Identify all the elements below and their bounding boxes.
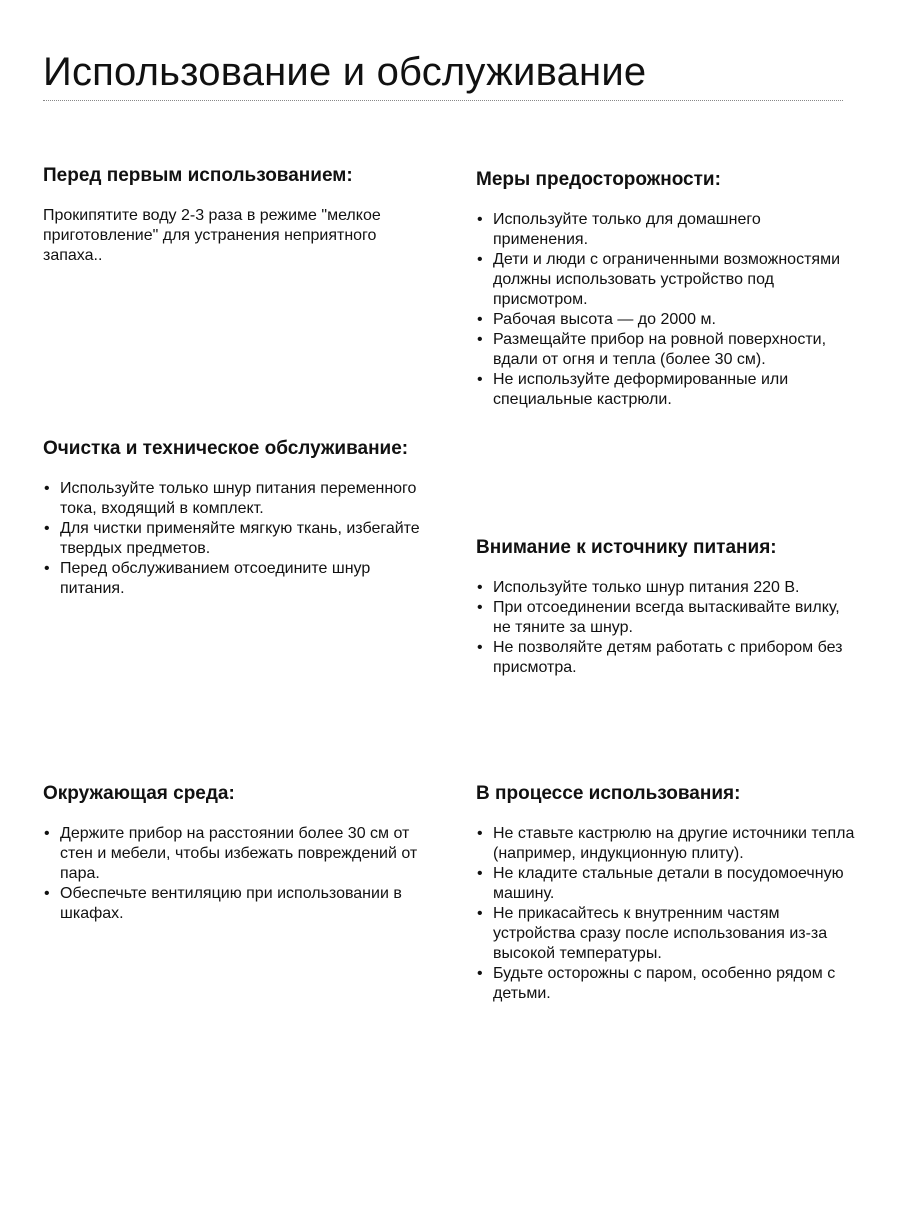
section-environment [43, 782, 423, 924]
bullet-list [43, 824, 423, 924]
list-item: • Не ставьте кастрюлю на другие источники тепла (например, индукционную плиту). [476, 824, 856, 864]
section-before-first-use [43, 164, 413, 266]
list-item: • Обеспечьте вентиляцию при использовании в шкафах. [43, 884, 423, 924]
section-cleaning [43, 437, 423, 599]
section-heading: Окружающая среда: [43, 783, 235, 804]
page-title: Использование и обслуживание [43, 50, 647, 94]
list-item: • Размещайте прибор на ровной поверхности, вдали от огня и тепла (более 30 см). [476, 330, 856, 370]
section-heading: В процессе использования: [476, 783, 741, 804]
title-divider [43, 100, 843, 101]
section-heading: Внимание к источнику питания: [476, 537, 777, 558]
list-item: • Для чистки применяйте мягкую ткань, избегайте твердых предметов. [43, 519, 423, 559]
section-power [476, 536, 856, 678]
list-item: • Держите прибор на расстоянии более 30 см от стен и мебели, чтобы избежать повреждений от пара. [43, 824, 423, 884]
list-item: • Не используйте деформированные или специальные кастрюли. [476, 370, 856, 410]
list-item: • Будьте осторожны с паром, особенно рядом с детьми. [476, 964, 856, 1004]
bullet-list [476, 578, 856, 678]
list-item: • Используйте только шнур питания 220 В. [476, 578, 856, 598]
list-item: • Не прикасайтесь к внутренним частям устройства сразу после использования из-за высокой температуры. [476, 904, 856, 964]
list-item: • Не позволяйте детям работать с прибором без присмотра. [476, 638, 856, 678]
section-heading: Очистка и техническое обслуживание: [43, 438, 409, 459]
bullet-list [43, 479, 423, 599]
section-heading: Перед первым использованием: [43, 165, 353, 186]
list-item: • Перед обслуживанием отсоедините шнур питания. [43, 559, 423, 599]
list-item: • Используйте только шнур питания переменного тока, входящий в комплект. [43, 479, 423, 519]
section-during-use [476, 782, 856, 1004]
section-precautions [476, 168, 856, 410]
list-item: • Не кладите стальные детали в посудомоечную машину. [476, 864, 856, 904]
section-heading: Меры предосторожности: [476, 169, 721, 190]
list-item: • Дети и люди с ограниченными возможностями должны использовать устройство под присмотром. [476, 250, 856, 310]
bullet-list [476, 824, 856, 1004]
section-text: Прокипятите воду 2-3 раза в режиме "мелкое приготовление" для устранения неприятного запаха.. [43, 207, 381, 264]
list-item: • Рабочая высота — до 2000 м. [476, 310, 856, 330]
bullet-list [476, 210, 856, 410]
list-item: • При отсоединении всегда вытаскивайте вилку, не тяните за шнур. [476, 598, 856, 638]
list-item: • Используйте только для домашнего применения. [476, 210, 856, 250]
